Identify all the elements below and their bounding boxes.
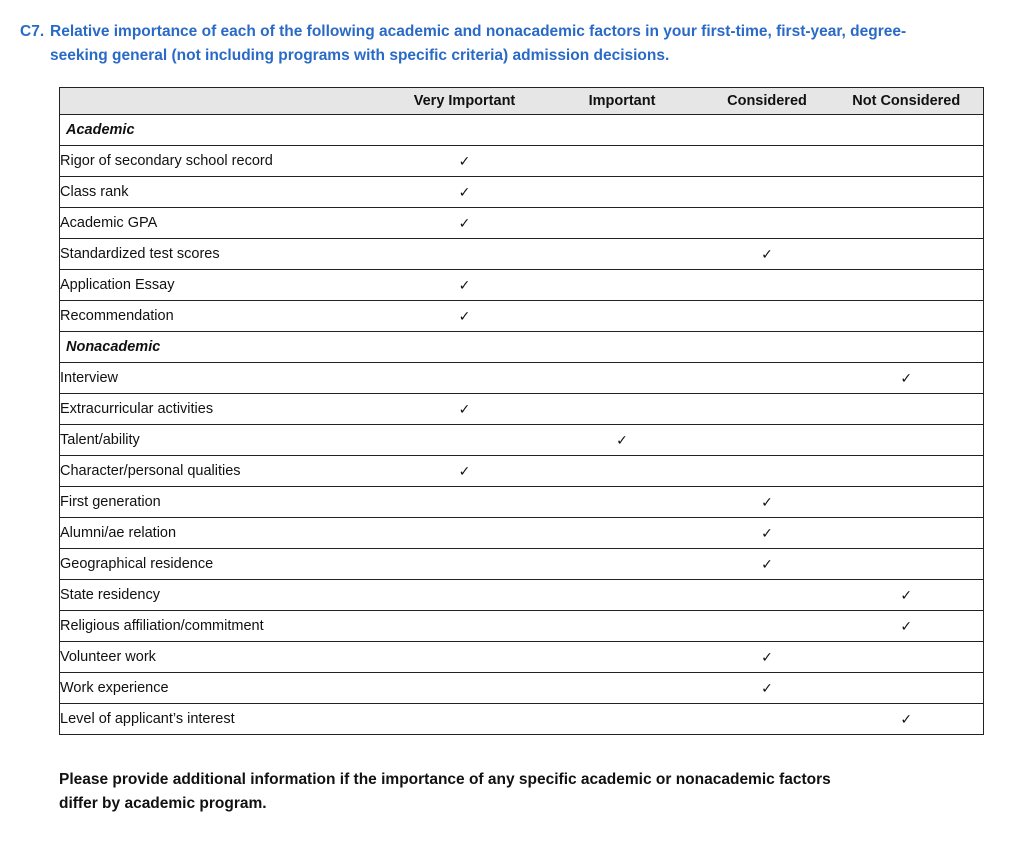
factor-label: Application Essay xyxy=(60,270,390,301)
empty-cell xyxy=(540,487,705,518)
check-icon: ✓ xyxy=(705,673,830,704)
check-icon: ✓ xyxy=(390,177,540,208)
admission-factors-table xyxy=(59,87,984,735)
additional-info-note xyxy=(59,768,959,816)
factor-label: State residency xyxy=(60,580,390,611)
empty-cell xyxy=(540,580,705,611)
empty-cell xyxy=(830,208,984,239)
empty-cell xyxy=(540,146,705,177)
factor-label: Level of applicant’s interest xyxy=(60,704,390,735)
check-icon: ✓ xyxy=(705,549,830,580)
empty-cell xyxy=(390,518,540,549)
table-row xyxy=(60,487,984,518)
empty-cell xyxy=(830,177,984,208)
header-very-important: Very Important xyxy=(390,88,540,115)
table-row xyxy=(60,580,984,611)
check-icon: ✓ xyxy=(390,394,540,425)
empty-cell xyxy=(830,239,984,270)
check-icon: ✓ xyxy=(705,239,830,270)
empty-cell xyxy=(540,642,705,673)
empty-cell xyxy=(705,704,830,735)
empty-cell xyxy=(540,673,705,704)
empty-cell xyxy=(390,611,540,642)
section-header-row xyxy=(60,115,984,146)
table-row xyxy=(60,146,984,177)
empty-cell xyxy=(540,549,705,580)
empty-cell xyxy=(540,239,705,270)
check-icon: ✓ xyxy=(390,208,540,239)
empty-cell xyxy=(540,301,705,332)
table-row xyxy=(60,518,984,549)
section-title: Nonacademic xyxy=(60,332,984,363)
check-icon: ✓ xyxy=(830,363,984,394)
check-icon: ✓ xyxy=(390,301,540,332)
empty-cell xyxy=(540,394,705,425)
empty-cell xyxy=(830,518,984,549)
factor-label: Academic GPA xyxy=(60,208,390,239)
empty-cell xyxy=(540,363,705,394)
factor-label: Talent/ability xyxy=(60,425,390,456)
empty-cell xyxy=(830,425,984,456)
factor-label: Interview xyxy=(60,363,390,394)
header-not-considered: Not Considered xyxy=(830,88,984,115)
factor-label: Alumni/ae relation xyxy=(60,518,390,549)
factor-label: Class rank xyxy=(60,177,390,208)
question-text-line-1: Relative importance of each of the following academic and nonacademic factors in your first-time, first-year, degree- xyxy=(50,23,907,40)
check-icon: ✓ xyxy=(830,704,984,735)
empty-cell xyxy=(390,549,540,580)
factor-label: Standardized test scores xyxy=(60,239,390,270)
factor-label: Geographical residence xyxy=(60,549,390,580)
empty-cell xyxy=(540,270,705,301)
header-factor xyxy=(60,88,390,115)
empty-cell xyxy=(540,456,705,487)
empty-cell xyxy=(705,611,830,642)
empty-cell xyxy=(540,208,705,239)
table-row xyxy=(60,270,984,301)
note-line-2: differ by academic program. xyxy=(59,795,267,812)
empty-cell xyxy=(830,394,984,425)
table-row xyxy=(60,704,984,735)
empty-cell xyxy=(705,146,830,177)
empty-cell xyxy=(390,673,540,704)
check-icon: ✓ xyxy=(540,425,705,456)
empty-cell xyxy=(830,301,984,332)
header-row xyxy=(60,88,984,115)
check-icon: ✓ xyxy=(830,580,984,611)
question-text-line-2: seeking general (not including programs with specific criteria) admission decisions. xyxy=(50,47,670,64)
table-row xyxy=(60,425,984,456)
empty-cell xyxy=(830,270,984,301)
empty-cell xyxy=(705,363,830,394)
factor-label: First generation xyxy=(60,487,390,518)
table-row xyxy=(60,549,984,580)
empty-cell xyxy=(705,425,830,456)
question-line-1 xyxy=(20,20,990,44)
table-row xyxy=(60,363,984,394)
empty-cell xyxy=(830,146,984,177)
empty-cell xyxy=(390,239,540,270)
check-icon: ✓ xyxy=(830,611,984,642)
table-row xyxy=(60,301,984,332)
check-icon: ✓ xyxy=(390,270,540,301)
empty-cell xyxy=(390,425,540,456)
table-row xyxy=(60,456,984,487)
empty-cell xyxy=(705,301,830,332)
empty-cell xyxy=(830,456,984,487)
check-icon: ✓ xyxy=(390,456,540,487)
table-row xyxy=(60,611,984,642)
header-considered: Considered xyxy=(705,88,830,115)
question-heading xyxy=(20,20,990,68)
check-icon: ✓ xyxy=(390,146,540,177)
empty-cell xyxy=(390,704,540,735)
factor-label: Work experience xyxy=(60,673,390,704)
table-row xyxy=(60,394,984,425)
section-title: Academic xyxy=(60,115,984,146)
question-number: C7. xyxy=(20,23,45,40)
empty-cell xyxy=(705,270,830,301)
empty-cell xyxy=(540,177,705,208)
note-line-1: Please provide additional information if the importance of any specific academic or nonacademic factors xyxy=(59,771,831,788)
empty-cell xyxy=(705,177,830,208)
empty-cell xyxy=(540,611,705,642)
empty-cell xyxy=(830,673,984,704)
table-row xyxy=(60,208,984,239)
empty-cell xyxy=(390,580,540,611)
header-important: Important xyxy=(540,88,705,115)
empty-cell xyxy=(705,208,830,239)
factor-label: Recommendation xyxy=(60,301,390,332)
check-icon: ✓ xyxy=(705,487,830,518)
factor-label: Rigor of secondary school record xyxy=(60,146,390,177)
table-row xyxy=(60,642,984,673)
factor-label: Character/personal qualities xyxy=(60,456,390,487)
empty-cell xyxy=(390,487,540,518)
empty-cell xyxy=(390,642,540,673)
empty-cell xyxy=(705,394,830,425)
table-body xyxy=(60,115,984,735)
empty-cell xyxy=(830,487,984,518)
section-header-row xyxy=(60,332,984,363)
factor-label: Religious affiliation/commitment xyxy=(60,611,390,642)
empty-cell xyxy=(705,580,830,611)
empty-cell xyxy=(540,704,705,735)
empty-cell xyxy=(390,363,540,394)
empty-cell xyxy=(830,642,984,673)
factor-label: Extracurricular activities xyxy=(60,394,390,425)
empty-cell xyxy=(705,456,830,487)
empty-cell xyxy=(540,518,705,549)
table-row xyxy=(60,673,984,704)
check-icon: ✓ xyxy=(705,518,830,549)
factor-label: Volunteer work xyxy=(60,642,390,673)
table-row xyxy=(60,239,984,270)
empty-cell xyxy=(830,549,984,580)
check-icon: ✓ xyxy=(705,642,830,673)
table-row xyxy=(60,177,984,208)
